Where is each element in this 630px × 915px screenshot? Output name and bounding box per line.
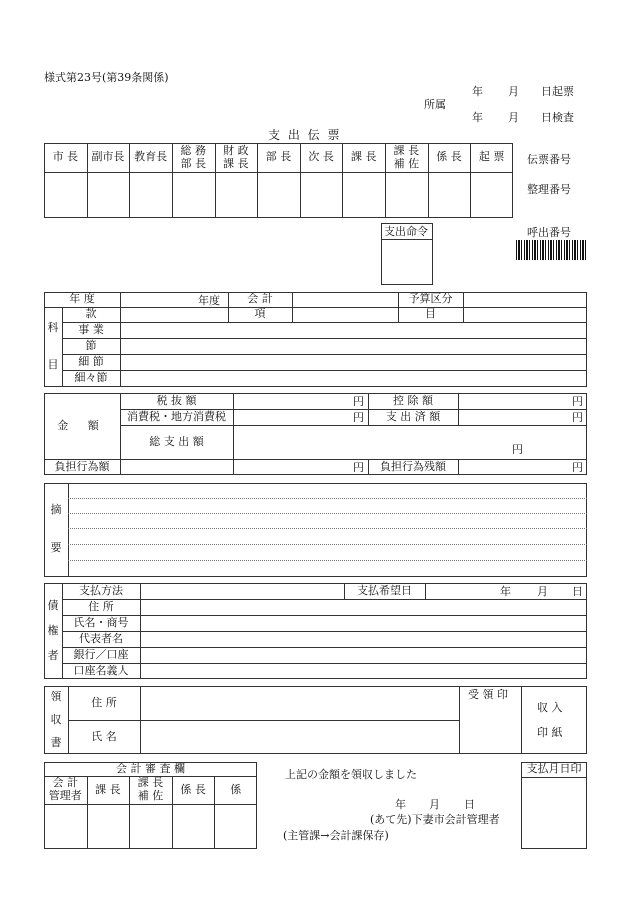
receipt-name-label: 氏 名 — [91, 729, 117, 743]
audit-header-0: 会 計 管理者 — [48, 776, 82, 802]
audit-header-2: 課 長 補 佐 — [137, 776, 164, 802]
approval-header-5: 部 長 — [265, 150, 292, 164]
subject-row-saisaisetsu: 細々節 — [74, 371, 108, 385]
consumption-tax-label: 消費税・地方消費税 — [127, 409, 226, 423]
subject-row-setsu: 節 — [85, 338, 97, 352]
commitment-balance-label: 負担行為残額 — [380, 459, 446, 473]
kou-label: 項 — [254, 307, 266, 321]
receipt-seal-label: 受 領 印 — [468, 688, 508, 701]
approval-header-1: 副市長 — [91, 150, 125, 164]
affiliation-label: 所属 — [424, 98, 446, 111]
stamp-top-label: 収 入 — [537, 701, 563, 714]
approval-header-3: 総 務 部 長 — [180, 143, 206, 170]
moku-label: 目 — [425, 307, 436, 321]
approval-header-6: 次 長 — [308, 150, 334, 164]
call-number-label: 呼出番号 — [527, 226, 571, 239]
check-year-label: 年 — [472, 111, 483, 124]
kan-label: 款 — [85, 307, 97, 321]
subject-side-bottom: 目 — [47, 357, 59, 371]
approval-header-2: 教育長 — [134, 150, 168, 164]
approval-header-7: 課 長 — [351, 150, 377, 164]
receipt-side-1: 領 — [50, 689, 62, 703]
representative-label: 代表者名 — [79, 631, 123, 645]
receipt-address-label: 住 所 — [91, 695, 117, 709]
check-month-label: 月 — [508, 111, 519, 124]
form-number: 様式第23号(第39条関係) — [44, 71, 169, 84]
deduction-yen: 円 — [572, 395, 583, 408]
total-label: 総 支 出 額 — [149, 434, 204, 448]
tax-excluded-yen: 円 — [353, 395, 364, 408]
subject-row-jigyo: 事 業 — [78, 322, 104, 336]
total-yen: 円 — [512, 443, 523, 456]
approval-header-9: 係 長 — [436, 150, 462, 164]
receipt-side-2: 収 — [50, 712, 62, 726]
creditor-name-label: 氏名・商号 — [73, 615, 129, 629]
barcode-image — [516, 240, 586, 260]
slip-number-label: 伝票番号 — [527, 153, 571, 166]
budget-class-label: 予算区分 — [408, 292, 453, 306]
received-text: 上記の金額を領収しました — [285, 768, 417, 781]
receipt-side-3: 書 — [50, 735, 62, 749]
paid-yen: 円 — [572, 411, 583, 424]
approval-header-8: 課 長 補 佐 — [393, 143, 420, 170]
start-day-label: 日起票 — [541, 85, 574, 98]
subject-row-saisetsu: 細 節 — [78, 354, 104, 368]
creditor-side-1: 債 — [47, 598, 59, 612]
stamp-bottom-label: 印 紙 — [537, 726, 563, 739]
subject-side-top: 科 — [47, 320, 59, 334]
year-suffix: 年度 — [198, 293, 220, 307]
receipt-date-year: 年 — [395, 798, 406, 811]
payment-method-label: 支払方法 — [79, 583, 123, 597]
approval-header-10: 起 票 — [478, 150, 505, 164]
bank-label: 銀行／口座 — [73, 647, 129, 661]
addressee: (あて先)下妻市会計管理者 — [370, 813, 500, 826]
summary-bottom-label: 要 — [50, 540, 62, 554]
payment-date-stamp-label: 支払月日印 — [526, 762, 582, 776]
approval-header-0: 市 長 — [52, 150, 79, 164]
start-month-label: 月 — [508, 85, 519, 98]
consumption-tax-yen: 円 — [353, 411, 364, 424]
tax-excluded-label: 税 抜 額 — [156, 393, 197, 407]
audit-title: 会 計 審 査 欄 — [116, 761, 185, 775]
desired-date-label: 支払希望日 — [357, 583, 412, 597]
creditor-address-label: 住 所 — [88, 599, 114, 613]
storage-note: (主管課→会計課保存) — [283, 829, 389, 842]
commitment-label: 負担行為額 — [54, 459, 110, 473]
ref-number-label: 整理番号 — [527, 183, 571, 196]
summary-top-label: 摘 — [50, 502, 62, 516]
receipt-date-month: 月 — [429, 798, 440, 811]
audit-header-3: 係 長 — [180, 782, 206, 796]
desired-day: 日 — [572, 585, 583, 598]
deduction-label: 控 除 額 — [393, 393, 433, 407]
creditor-side-3: 者 — [47, 648, 59, 662]
account-holder-label: 口座名義人 — [73, 663, 129, 677]
paid-label: 支 出 済 額 — [385, 409, 441, 423]
amount-label: 金 額 — [57, 418, 107, 432]
desired-month: 月 — [537, 585, 548, 598]
document-title: 支 出 伝 票 — [268, 128, 342, 142]
approval-header-4: 財 政 課 長 — [223, 143, 249, 170]
audit-header-4: 係 — [230, 782, 242, 796]
commitment-yen: 円 — [353, 461, 364, 474]
accounting-label: 会 計 — [247, 292, 273, 306]
start-year-label: 年 — [472, 85, 483, 98]
creditor-side-2: 権 — [47, 623, 59, 637]
fiscal-year-label: 年 度 — [69, 292, 95, 306]
payment-order-label: 支出命令 — [384, 225, 428, 238]
receipt-date-day: 日 — [464, 798, 475, 811]
check-day-label: 日検査 — [541, 111, 574, 124]
commitment-balance-yen: 円 — [572, 461, 583, 474]
audit-header-1: 課 長 — [95, 782, 121, 796]
desired-year: 年 — [500, 585, 511, 598]
